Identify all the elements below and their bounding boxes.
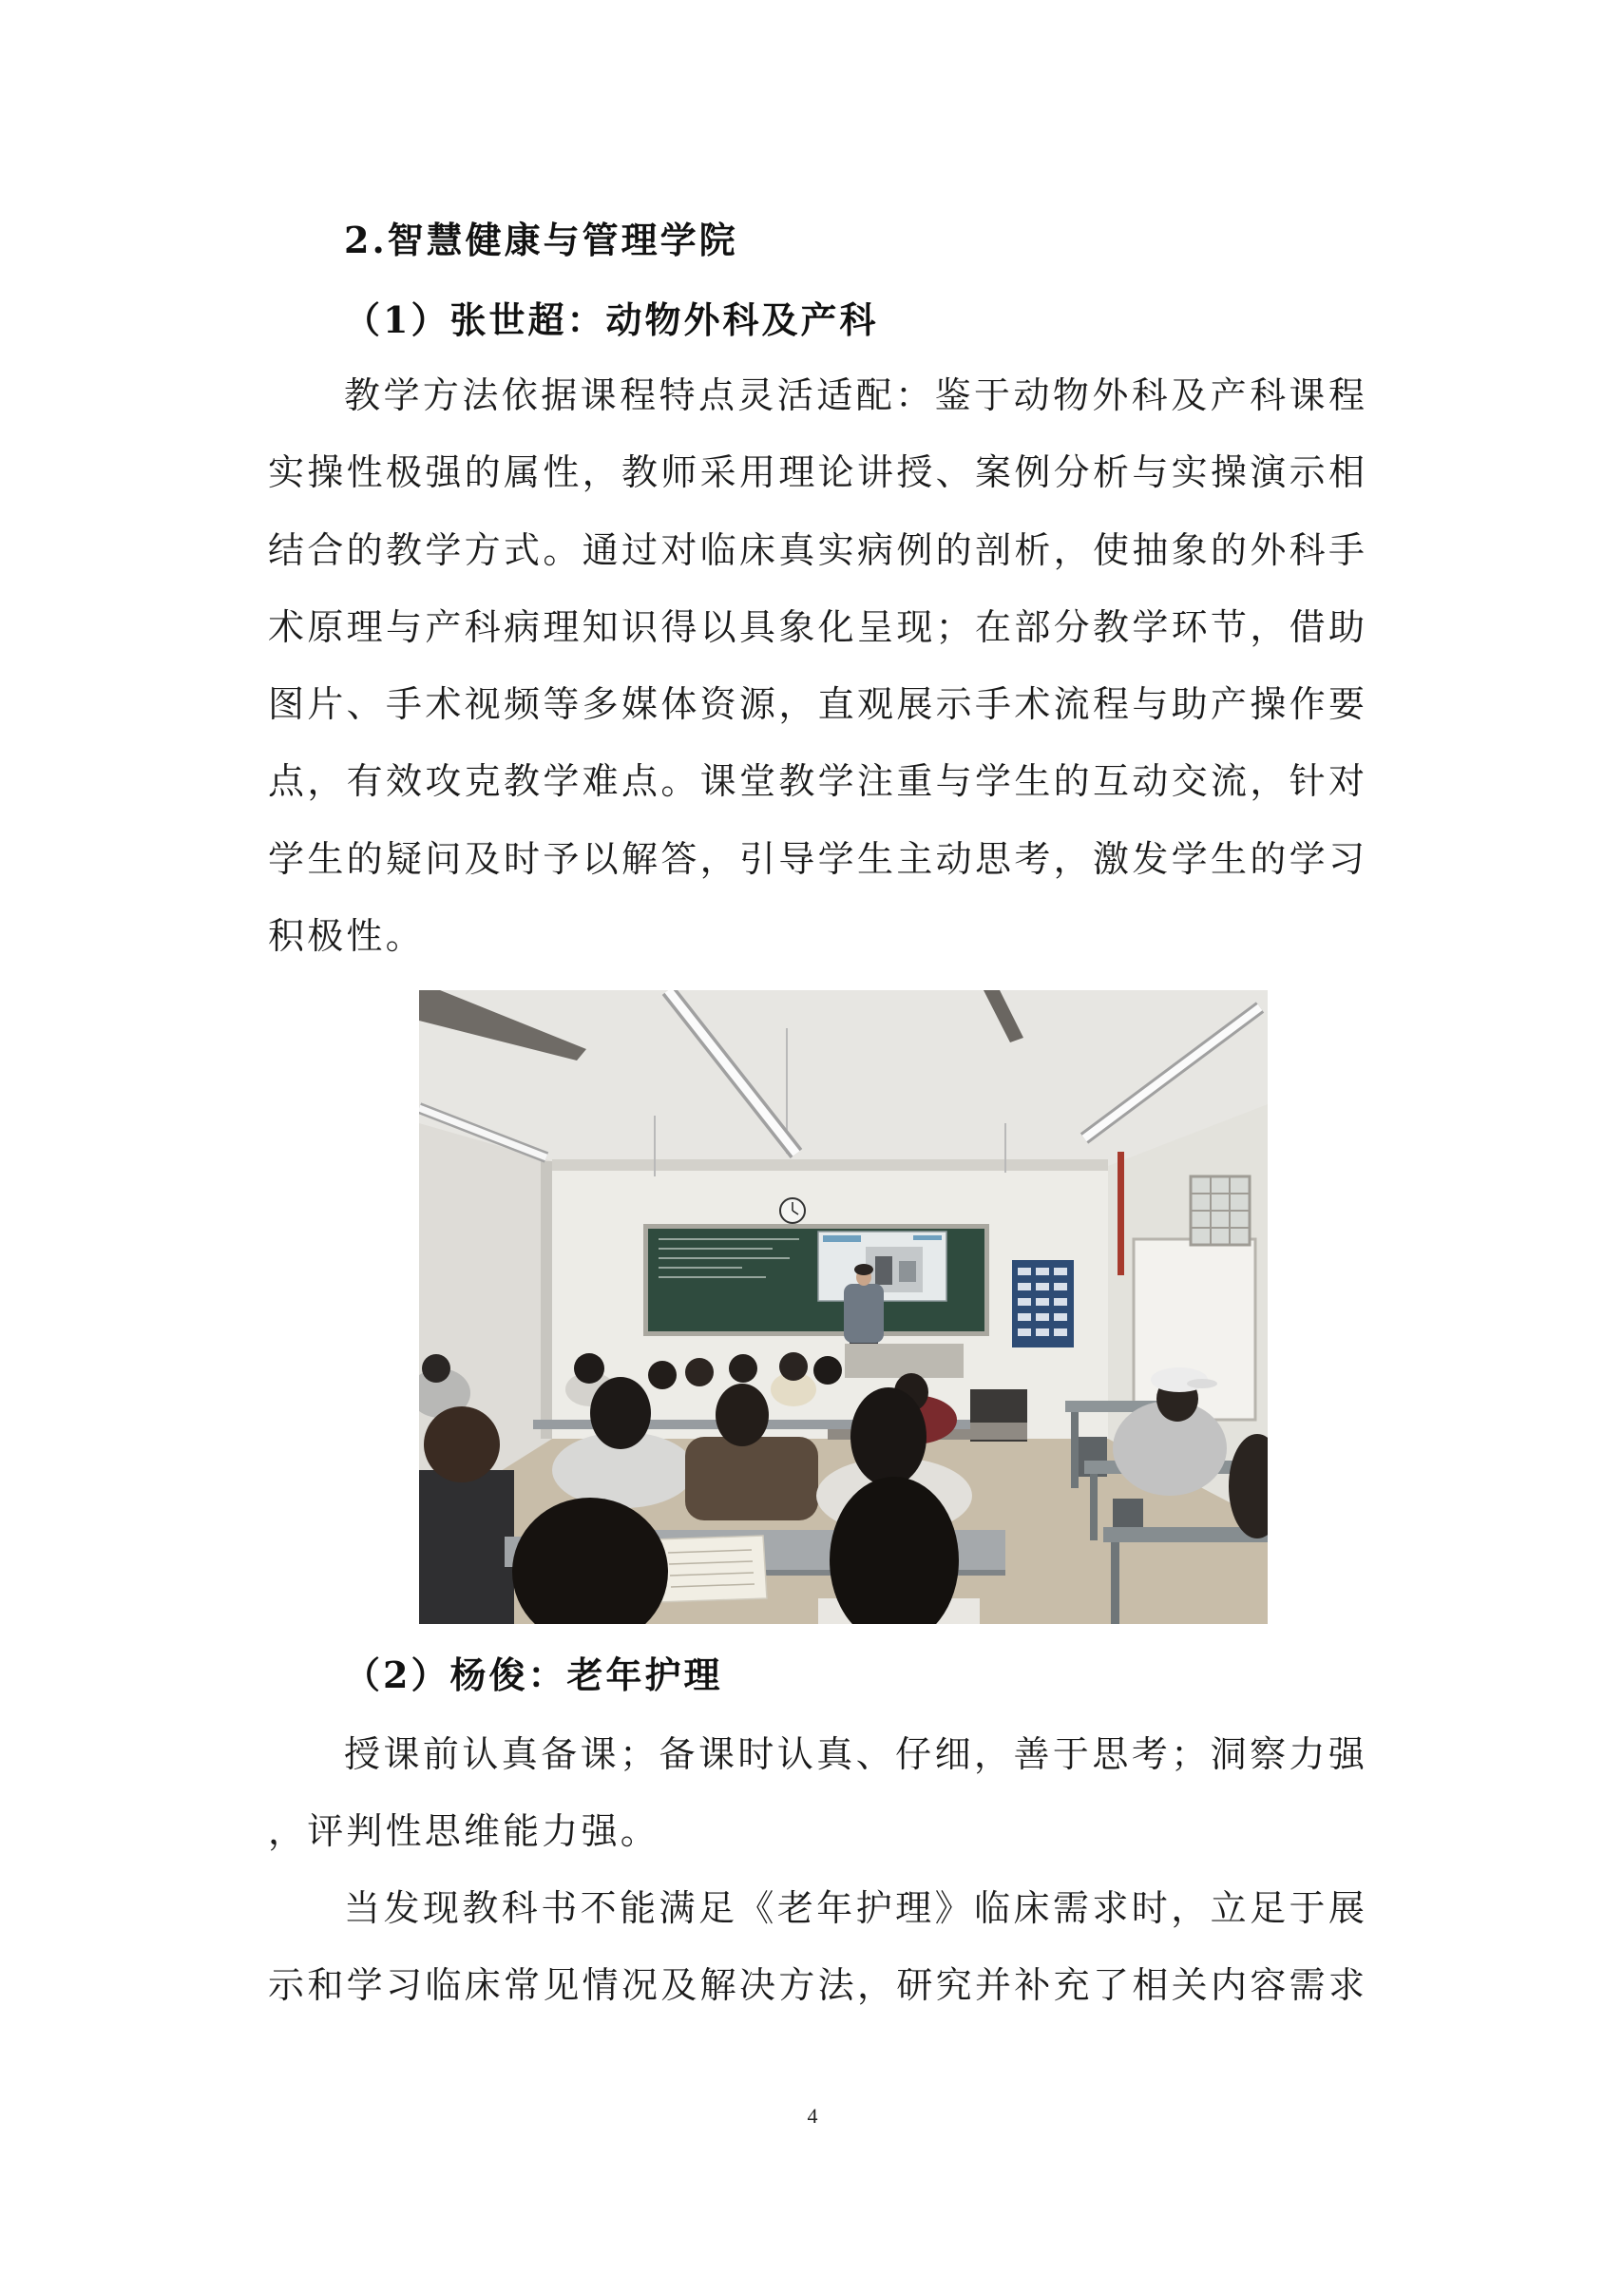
wall-pocket-chart <box>1012 1260 1074 1347</box>
paragraph <box>268 1716 1365 1870</box>
slide-header-bar <box>823 1235 861 1242</box>
student-head <box>590 1377 651 1449</box>
pocket <box>1018 1268 1031 1275</box>
subsection-heading: （1）张世超：动物外科及产科 <box>344 298 879 341</box>
student-head <box>574 1353 604 1384</box>
slide-header-bar <box>913 1235 942 1240</box>
pocket <box>1036 1298 1049 1306</box>
paragraph-line: 积极性。 <box>268 915 425 958</box>
pocket <box>1036 1313 1049 1321</box>
red-pipe <box>1118 1152 1124 1275</box>
teacher-desk <box>845 1344 964 1378</box>
left-pillar <box>541 1161 554 1439</box>
student-jacket <box>685 1437 818 1520</box>
paragraph-line: 学生的疑问及时予以解答，引导学生主动思考，激发学生的学习 <box>268 837 1365 880</box>
pocket <box>1018 1313 1031 1321</box>
student-jacket <box>419 1470 514 1624</box>
paragraph <box>268 1870 1365 2024</box>
student-head <box>779 1352 808 1381</box>
pocket <box>1018 1328 1031 1336</box>
pocket <box>1054 1313 1067 1321</box>
open-textbook <box>655 1536 767 1602</box>
slide-picture-detail <box>875 1256 892 1285</box>
paragraph-line: 当发现教科书不能满足《老年护理》临床需求时，立足于展 <box>344 1887 1365 1929</box>
student-head <box>850 1387 927 1486</box>
classroom-photo <box>419 990 1268 1624</box>
paragraph-line: 结合的教学方式。通过对临床真实病例的剖析，使抽象的外科手 <box>268 528 1365 571</box>
classroom-photo-image <box>419 990 1268 1624</box>
teacher-shirt <box>844 1284 884 1343</box>
student-head <box>648 1361 677 1389</box>
paragraph-line: 图片、手术视频等多媒体资源，直观展示手术流程与助产操作要 <box>268 683 1365 726</box>
pocket <box>1054 1298 1067 1306</box>
window-grille <box>1191 1176 1250 1245</box>
ceiling-beam <box>552 1159 1108 1171</box>
pocket <box>1036 1283 1049 1290</box>
slide-picture-detail <box>899 1261 916 1282</box>
student-head <box>729 1354 757 1383</box>
pocket <box>1036 1268 1049 1275</box>
pocket <box>1018 1283 1031 1290</box>
paragraph-line: 示和学习临床常见情况及解决方法，研究并补充了相关内容需求 <box>268 1964 1365 2006</box>
paragraph-line: 实操性极强的属性，教师采用理论讲授、案例分析与实操演示相 <box>268 451 1365 494</box>
student-head <box>716 1384 769 1446</box>
student-head <box>685 1358 714 1386</box>
paragraph-line: 教学方法依据课程特点灵活适配：鉴于动物外科及产科课程 <box>344 374 1365 416</box>
pocket <box>1054 1268 1067 1275</box>
desk-leg <box>1111 1542 1119 1624</box>
paragraph <box>268 357 1365 975</box>
pocket <box>1018 1298 1031 1306</box>
textbook-pages <box>655 1536 767 1602</box>
teacher-hair <box>854 1264 873 1275</box>
paragraph-line: ，评判性思维能力强。 <box>268 1810 660 1852</box>
pocket <box>1036 1328 1049 1336</box>
pocket <box>1054 1328 1067 1336</box>
pocket <box>1054 1283 1067 1290</box>
paragraph-line: 授课前认真备课；备课时认真、仔细，善于思考；洞察力强 <box>344 1733 1365 1775</box>
wall-clock <box>780 1198 805 1223</box>
desk-leg <box>1071 1412 1079 1488</box>
student-cap-brim <box>1187 1379 1217 1388</box>
student-head <box>424 1406 500 1482</box>
section-title: 2.智慧健康与管理学院 <box>344 219 738 261</box>
student-head <box>422 1354 450 1383</box>
paragraph-line: 点，有效攻克教学难点。课堂教学注重与学生的互动交流，针对 <box>268 760 1365 803</box>
paragraph-line: 术原理与产科病理知识得以具象化呈现；在部分教学环节，借助 <box>268 605 1365 648</box>
page-number: 4 <box>807 2104 818 2128</box>
student-head <box>813 1356 842 1385</box>
desk-leg <box>1090 1474 1098 1540</box>
subsection-heading: （2）杨俊：老年护理 <box>344 1653 723 1696</box>
